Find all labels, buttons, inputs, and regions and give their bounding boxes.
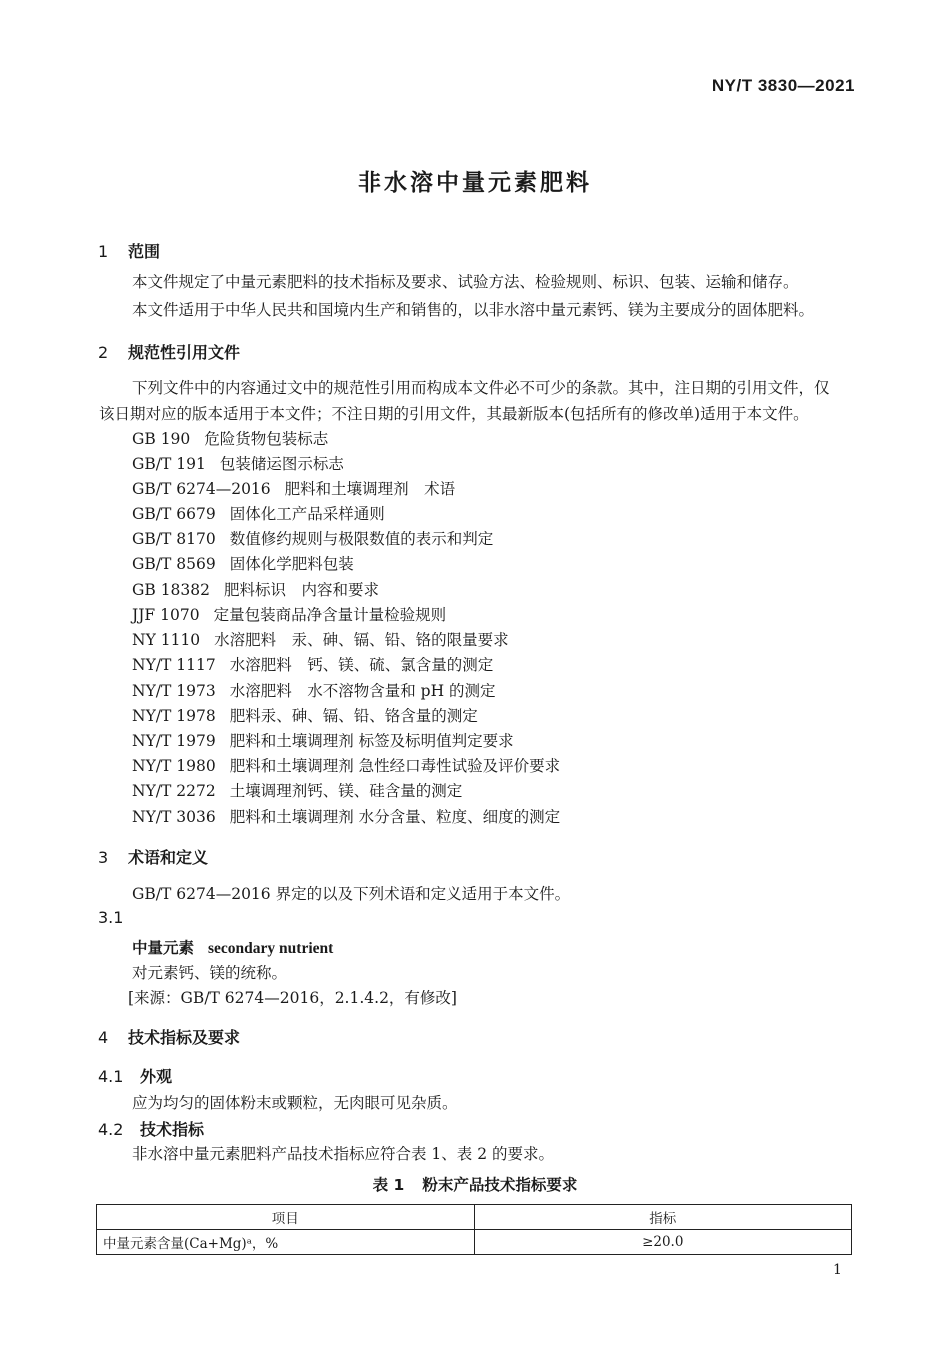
reference-item bbox=[132, 653, 493, 675]
reference-code: GB 190 bbox=[132, 430, 191, 448]
reference-code: GB 18382 bbox=[132, 581, 211, 599]
reference-name: 肥料标识 内容和要求 bbox=[224, 581, 380, 599]
subsection-heading-technical-indicators bbox=[98, 1117, 204, 1140]
reference-name: 肥料汞、砷、镉、铅、铬含量的测定 bbox=[229, 707, 478, 725]
document-title: 非水溶中量元素肥料 bbox=[358, 170, 592, 196]
section-title: 技术指标及要求 bbox=[128, 1028, 241, 1047]
subsection-heading-appearance bbox=[98, 1064, 172, 1087]
table-header-value: 指标 bbox=[474, 1205, 852, 1230]
reference-name: 固体化工产品采样通则 bbox=[229, 505, 385, 523]
standard-code: NY/T 3830—2021 bbox=[711, 76, 855, 95]
reference-code: NY/T 3036 bbox=[132, 808, 216, 826]
reference-name: 包装储运图示标志 bbox=[219, 455, 344, 473]
term-english: secondary nutrient bbox=[208, 940, 334, 957]
reference-name: 固体化学肥料包装 bbox=[229, 555, 354, 573]
section-heading-normative-references bbox=[98, 340, 240, 363]
reference-name: 水溶肥料 汞、砷、镉、铅、铬的限量要求 bbox=[214, 631, 509, 649]
section-heading-scope bbox=[98, 239, 160, 262]
subsection-number: 3.1 bbox=[98, 908, 124, 927]
reference-code: NY/T 1979 bbox=[132, 732, 216, 750]
reference-code: GB/T 8170 bbox=[132, 530, 216, 548]
reference-item bbox=[132, 805, 560, 827]
section-heading-terms-definitions bbox=[98, 845, 208, 868]
reference-item bbox=[132, 502, 385, 524]
reference-item bbox=[132, 779, 462, 801]
reference-name: 肥料和土壤调理剂 标签及标明值判定要求 bbox=[229, 732, 514, 750]
reference-code: NY/T 1980 bbox=[132, 757, 216, 775]
reference-code: NY/T 1117 bbox=[132, 656, 216, 674]
subsection-number: 4.1 bbox=[98, 1067, 124, 1086]
paragraph: 应为均匀的固体粉末或颗粒，无肉眼可见杂质。 bbox=[132, 1094, 458, 1112]
term-definition: 对元素钙、镁的统称。 bbox=[132, 964, 288, 982]
reference-item bbox=[132, 452, 344, 474]
reference-item bbox=[132, 578, 379, 600]
term-entry bbox=[132, 936, 333, 958]
term-chinese: 中量元素 bbox=[132, 939, 195, 957]
reference-code: GB/T 191 bbox=[132, 455, 206, 473]
table-header-item: 项目 bbox=[97, 1205, 475, 1230]
table-caption bbox=[0, 1173, 950, 1195]
paragraph: 本文件适用于中华人民共和国境内生产和销售的，以非水溶中量元素钙、镁为主要成分的固体肥料。 bbox=[132, 301, 815, 319]
reference-name: 肥料和土壤调理剂 急性经口毒性试验及评价要求 bbox=[229, 757, 561, 775]
reference-item bbox=[132, 603, 446, 625]
reference-item bbox=[132, 729, 514, 751]
reference-name: 土壤调理剂钙、镁、硅含量的测定 bbox=[229, 782, 463, 800]
reference-item bbox=[132, 527, 493, 549]
term-source: [来源：GB/T 6274—2016，2.1.4.2，有修改] bbox=[128, 989, 457, 1007]
paragraph: GB/T 6274—2016 界定的以及下列术语和定义适用于本文件。 bbox=[132, 885, 571, 903]
section-title: 术语和定义 bbox=[128, 848, 209, 867]
table-cell-item: 中量元素含量(Ca+Mg)ᵃ，% bbox=[97, 1230, 475, 1255]
reference-item bbox=[132, 628, 509, 650]
reference-name: 危险货物包装标志 bbox=[204, 430, 329, 448]
subsection-title: 外观 bbox=[140, 1067, 173, 1086]
reference-code: GB/T 6274—2016 bbox=[132, 480, 271, 498]
table-cell-value: ≥20.0 bbox=[474, 1230, 852, 1255]
reference-code: GB/T 8569 bbox=[132, 555, 216, 573]
reference-code: NY/T 1978 bbox=[132, 707, 216, 725]
reference-code: NY/T 1973 bbox=[132, 682, 216, 700]
subsection-number: 4.2 bbox=[98, 1120, 124, 1139]
section-title: 规范性引用文件 bbox=[128, 343, 241, 362]
reference-item bbox=[132, 679, 496, 701]
reference-item bbox=[132, 477, 455, 499]
section-number: 2 bbox=[98, 343, 109, 362]
section-number: 3 bbox=[98, 848, 109, 867]
reference-name: 水溶肥料 水不溶物含量和 pH 的测定 bbox=[229, 682, 496, 700]
reference-item bbox=[132, 427, 328, 449]
page-number: 1 bbox=[833, 1262, 842, 1278]
reference-code: NY 1110 bbox=[132, 631, 201, 649]
section-title: 范围 bbox=[128, 242, 161, 261]
reference-name: 数值修约规则与极限数值的表示和判定 bbox=[229, 530, 494, 548]
reference-name: 肥料和土壤调理剂 水分含量、粒度、细度的测定 bbox=[229, 808, 561, 826]
section-number: 4 bbox=[98, 1028, 109, 1047]
section-number: 1 bbox=[98, 242, 109, 261]
paragraph: 本文件规定了中量元素肥料的技术指标及要求、试验方法、检验规则、标识、包装、运输和储存。 bbox=[132, 273, 799, 291]
subsection-title: 技术指标 bbox=[140, 1120, 205, 1139]
section-heading-technical-requirements bbox=[98, 1025, 240, 1048]
reference-name: 水溶肥料 钙、镁、硫、氯含量的测定 bbox=[229, 656, 494, 674]
reference-code: NY/T 2272 bbox=[132, 782, 216, 800]
reference-code: JJF 1070 bbox=[132, 606, 200, 624]
reference-code: GB/T 6679 bbox=[132, 505, 216, 523]
paragraph: 非水溶中量元素肥料产品技术指标应符合表 1、表 2 的要求。 bbox=[132, 1145, 555, 1163]
reference-item bbox=[132, 754, 560, 776]
reference-name: 肥料和土壤调理剂 术语 bbox=[284, 480, 456, 498]
table-row bbox=[97, 1230, 852, 1255]
reference-name: 定量包装商品净含量计量检验规则 bbox=[213, 606, 447, 624]
table-caption-title: 粉末产品技术指标要求 bbox=[422, 1176, 578, 1194]
paragraph: 该日期对应的版本适用于本文件；不注日期的引用文件，其最新版本(包括所有的修改单)适用于本文件。 bbox=[99, 405, 809, 423]
reference-item bbox=[132, 704, 478, 726]
spec-table bbox=[96, 1204, 852, 1255]
reference-item bbox=[132, 552, 354, 574]
table-caption-number: 表 1 bbox=[372, 1176, 405, 1194]
paragraph: 下列文件中的内容通过文中的规范性引用而构成本文件必不可少的条款。其中，注日期的引用文件，仅 bbox=[132, 379, 830, 397]
table-header-row bbox=[97, 1205, 852, 1230]
